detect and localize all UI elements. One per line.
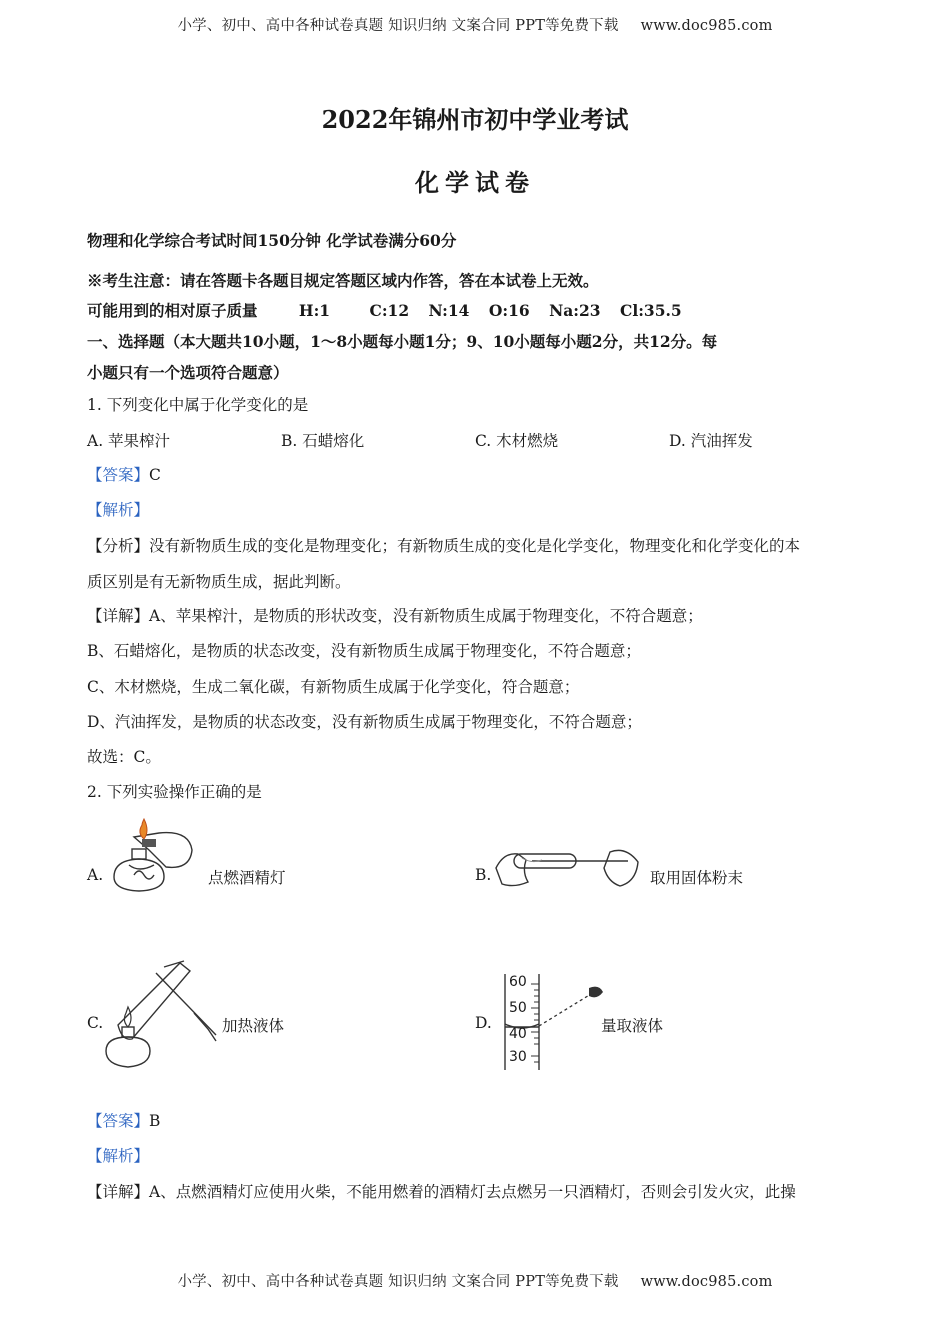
section-heading-line2: 小题只有一个选项符合题意） — [87, 363, 289, 382]
q1-option-d: D. 汽油挥发 — [669, 432, 753, 450]
q1-option-b: B. 石蜡熔化 — [281, 432, 365, 450]
exam-time-info: 物理和化学综合考试时间150分钟 化学试卷满分60分 — [87, 231, 457, 250]
q1-detail-b: B、石蜡熔化，是物质的状态改变，没有新物质生成属于物理变化，不符合题意； — [87, 642, 641, 660]
atomic-mass-label: 可能用到的相对原子质量 — [87, 301, 258, 320]
q2-analysis-label: 【解析】 — [87, 1147, 150, 1165]
q1-analysis-label: 【解析】 — [87, 501, 150, 519]
header-site[interactable]: www.doc985.com — [640, 18, 773, 34]
q2-stem: 2. 下列实验操作正确的是 — [87, 783, 262, 801]
q1-fenxi-line1 — [87, 535, 867, 557]
mass-n: N:14 — [428, 301, 470, 320]
mass-na: Na:23 — [549, 301, 601, 320]
taking-solid-powder-illustration — [492, 838, 642, 890]
exam-title: 2022年锦州市初中学业考试 — [321, 105, 629, 134]
page-footer — [0, 1270, 950, 1291]
q1-fenxi-text1: 没有新物质生成的变化是物理变化；有新物质生成的变化是化学变化，物理变化和化学变化的本 — [149, 537, 801, 555]
q2-option-a-letter: A. — [87, 866, 104, 884]
q2-detail-tag: 【详解】 — [87, 1183, 150, 1201]
q1-option-a: A. 苹果榨汁 — [87, 432, 171, 450]
lighting-alcohol-lamp-illustration — [104, 815, 204, 895]
q1-stem: 1. 下列变化中属于化学变化的是 — [87, 396, 309, 414]
q1-conclusion: 故选：C。 — [87, 748, 161, 766]
q2-option-b-caption: 取用固体粉末 — [650, 869, 744, 887]
cylinder-tick-30: 30 — [509, 1049, 527, 1065]
q1-answer — [87, 464, 867, 486]
footer-text: 小学、初中、高中各种试卷真题 知识归纳 文案合同 PPT等免费下载 — [177, 1274, 619, 1290]
section-heading-line1: 一、选择题（本大题共10小题，1～8小题每小题1分；9、10小题每小题2分，共12分。每 — [87, 332, 718, 351]
page-header — [0, 14, 950, 35]
mass-o: O:16 — [488, 301, 530, 320]
heating-liquid-illustration — [104, 955, 220, 1073]
q1-analysis-tag — [87, 499, 867, 521]
q2-detail-line1 — [87, 1181, 867, 1203]
q1-detail-tag: 【详解】 — [87, 607, 150, 625]
q1-detail-a: A、苹果榨汁，是物质的形状改变，没有新物质生成属于物理变化，不符合题意； — [149, 607, 703, 625]
q2-option-b-letter: B. — [475, 866, 492, 884]
q2-option-a-caption: 点燃酒精灯 — [208, 869, 286, 887]
mass-c: C:12 — [369, 301, 410, 320]
cylinder-tick-40: 40 — [509, 1026, 527, 1042]
mass-cl: Cl:35.5 — [619, 301, 682, 320]
header-text: 小学、初中、高中各种试卷真题 知识归纳 文案合同 PPT等免费下载 — [177, 18, 619, 34]
q2-answer — [87, 1110, 867, 1132]
footer-site[interactable]: www.doc985.com — [640, 1274, 773, 1290]
q1-answer-tag: 【答案】 — [87, 466, 150, 484]
q2-answer-tag: 【答案】 — [87, 1112, 150, 1130]
exam-subtitle: 化学试卷 — [415, 168, 535, 197]
q1-detail-c: C、木材燃烧，生成二氧化碳，有新物质生成属于化学变化，符合题意； — [87, 678, 580, 696]
mass-h: H:1 — [298, 301, 331, 320]
q2-option-d-caption: 量取液体 — [601, 1017, 664, 1035]
atomic-mass-row — [87, 300, 867, 322]
cylinder-tick-50: 50 — [509, 1000, 527, 1016]
q2-detail-text: A、点燃酒精灯应使用火柴，不能用燃着的酒精灯去点燃另一只酒精灯，否则会引发火灾，此操 — [149, 1183, 796, 1201]
q1-fenxi-line2: 质区别是有无新物质生成，据此判断。 — [87, 573, 351, 591]
q1-detail-line1 — [87, 605, 867, 627]
q1-fenxi-tag: 【分析】 — [87, 537, 150, 555]
q2-option-c-caption: 加热液体 — [222, 1017, 285, 1035]
cylinder-tick-60: 60 — [509, 974, 527, 990]
q1-option-c: C. 木材燃烧 — [475, 432, 559, 450]
exam-notice: ※考生注意：请在答题卡各题目规定答题区域内作答，答在本试卷上无效。 — [87, 271, 599, 290]
q2-option-d-letter: D. — [475, 1014, 492, 1032]
q2-option-c-letter: C. — [87, 1014, 104, 1032]
q2-answer-value: B — [149, 1112, 161, 1130]
q2-analysis-tag — [87, 1145, 867, 1167]
q1-detail-d: D、汽油挥发，是物质的状态改变，没有新物质生成属于物理变化，不符合题意； — [87, 713, 642, 731]
q1-answer-value: C — [149, 466, 161, 484]
